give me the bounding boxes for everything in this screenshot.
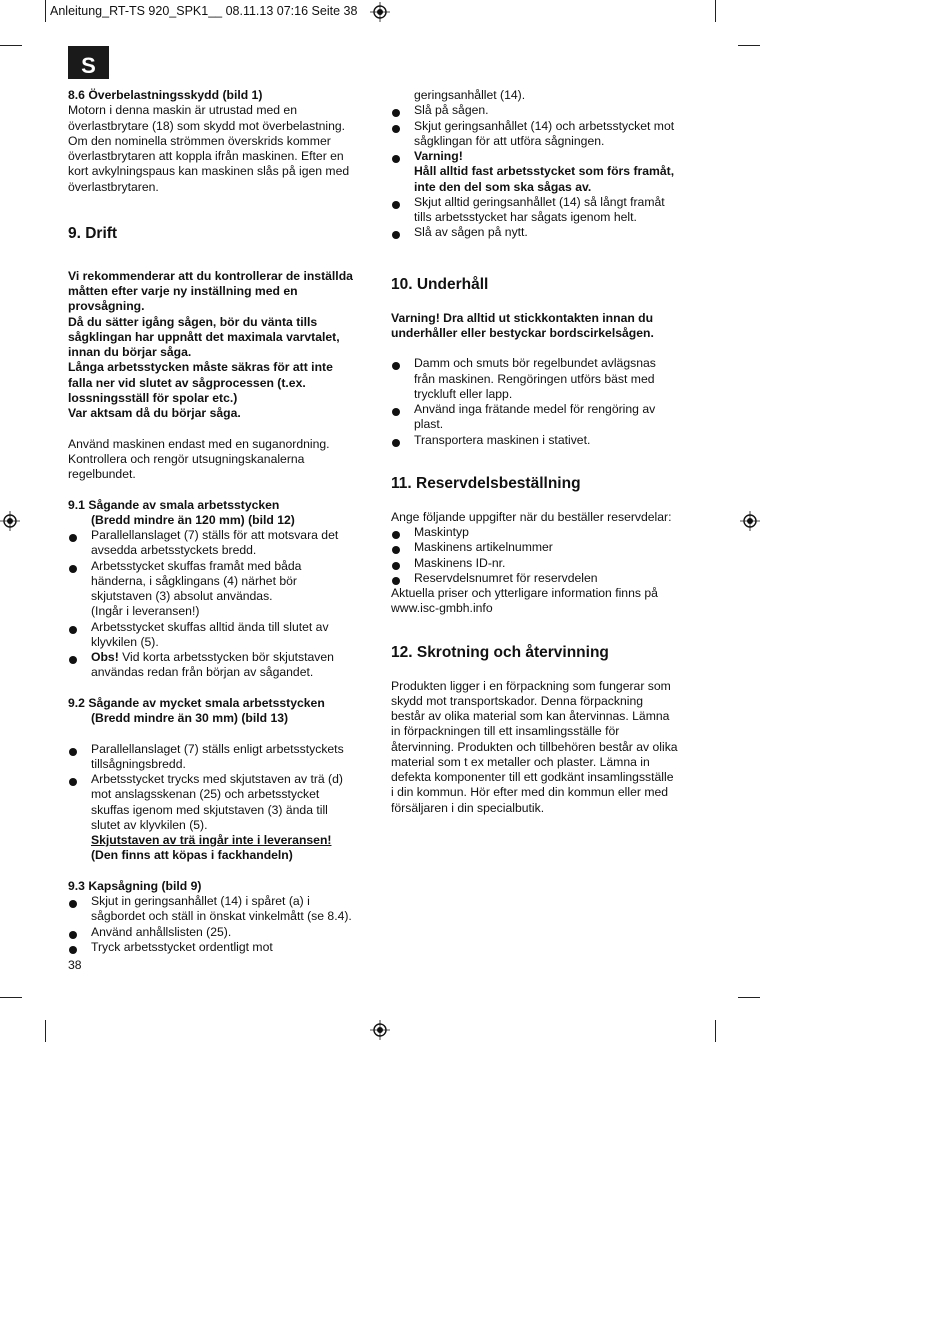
- crop-mark: [738, 45, 760, 46]
- list-item: Skjut alltid geringsanhållet (14) så långt framåt tills arbetsstycket har sågats igenom helt.: [391, 195, 711, 226]
- text-line: överlastbrytaren att koppla ifrån maskinen. Efter en: [68, 149, 344, 163]
- list-item: Obs! Vid korta arbetsstycken bör skjutstaven användas redan från början av sågandet.: [68, 650, 373, 681]
- text-line: sågklingan har uppnått det maximala varvtalet,: [68, 329, 340, 344]
- list-item: Transportera maskinen i stativet.: [391, 433, 711, 448]
- text-line: Var aktsam då du börjar såga.: [68, 406, 241, 420]
- section-11-heading: 11. Reservdelsbeställning: [391, 474, 581, 492]
- list-item: Slå på sågen.: [391, 103, 711, 118]
- text-line: Långa arbetsstycken måste säkras för att inte: [68, 360, 333, 375]
- section-9-heading: 9. Drift: [68, 224, 118, 242]
- list-item: Arbetsstycket skuffas framåt med båda händerna, i sågklingans (4) närhet bör skjutstaven (3) absolut användas. (Ingår i leveransen!): [68, 559, 373, 620]
- right-column: [391, 88, 711, 816]
- registration-mark-icon: [0, 511, 20, 531]
- section-9-2-subtitle: (Bredd mindre än 30 mm) (bild 13): [91, 711, 289, 725]
- text-line: skydd mot transportskador. Denna förpackning: [391, 693, 644, 708]
- registration-mark-icon: [740, 511, 760, 531]
- text-line: i din kommun. Hör efter med din kommun eller med: [391, 785, 669, 800]
- section-8-6-title: 8.6 Överbelastningsskydd (bild 1): [68, 88, 263, 102]
- section-12-heading: 12. Skrotning och återvinning: [391, 643, 609, 661]
- page-number: 38: [68, 958, 82, 972]
- text-line: kort avkylningspaus kan maskinen slås på igen med: [68, 164, 350, 179]
- list-item: Använd anhållslisten (25).: [68, 925, 373, 940]
- list-item: Reservdelsnumret för reservdelen: [391, 571, 711, 586]
- list-item: Arbetsstycket skuffas alltid ända till slutet av klyvkilen (5).: [68, 620, 373, 651]
- text-line: Motorn i denna maskin är utrustad med en: [68, 103, 297, 118]
- registration-mark-icon: [370, 1020, 390, 1040]
- crop-mark: [715, 1020, 716, 1042]
- section-9-3-title: 9.3 Kapsågning (bild 9): [68, 878, 202, 893]
- list-item: Maskinens ID-nr.: [391, 556, 711, 571]
- text-line: återvinning. Produkten och tillbehören består av olika: [391, 739, 678, 754]
- crop-mark: [45, 1020, 46, 1042]
- registration-mark-icon: [370, 2, 390, 22]
- list-item: Skjut geringsanhållet (14) och arbetsstycket mot sågklingan för att utföra sågningen.: [391, 119, 711, 150]
- section-9-2-title: 9.2 Sågande av mycket smala arbetsstycken: [68, 695, 325, 710]
- text-line: innan du börjar såga.: [68, 345, 192, 359]
- left-column: [68, 88, 373, 955]
- language-badge: S: [68, 46, 109, 79]
- text-line: Aktuella priser och ytterligare information finns på: [391, 586, 658, 600]
- crop-mark: [45, 0, 46, 22]
- list-item: Parallellanslaget (7) ställs enligt arbetsstyckets tillsågningsbredd.: [68, 742, 373, 773]
- list-item: Slå av sågen på nytt.: [391, 225, 711, 240]
- list-item: Skjut in geringsanhållet (14) i spåret (a) i sågbordet och ställ in önskat vinkelmått (se 8.4).: [68, 894, 373, 925]
- text-line: Använd maskinen endast med en suganordning.: [68, 436, 330, 451]
- text-line: geringsanhållet (14).: [414, 88, 526, 102]
- section-10-heading: 10. Underhåll: [391, 275, 489, 293]
- text-line: måtten efter varje ny inställning med en: [68, 284, 298, 298]
- text-line: Vi rekommenderar att du kontrollerar de inställda: [68, 268, 353, 283]
- list-item: Arbetsstycket trycks med skjutstaven av trä (d) mot anslagsskenan (25) och arbetsstycket skuffas igenom med skjutstaven (3) ända till slutet av klyvkilen (5). Skjutstaven av trä ingår inte i leveransen! (Den finns att köpas i fackhandeln): [68, 772, 373, 864]
- text-line: försäljaren i din specialbutik.: [391, 800, 545, 815]
- text-line: Kontrollera och rengör utsugningskanalerna: [68, 451, 305, 466]
- text-line: falla ner vid slutet av sågprocessen (t.ex.: [68, 375, 306, 390]
- text-line: överlastbrytare (18) som skydd mot överbelastning.: [68, 118, 346, 133]
- text-line: Om den nominella strömmen överskrids kommer: [68, 133, 331, 148]
- text-line: in förpackningen till ett insamlingsställe för: [391, 724, 620, 739]
- text-line: Varning! Dra alltid ut stickkontakten innan du: [391, 310, 654, 325]
- website-link[interactable]: www.isc-gmbh.info: [391, 601, 493, 616]
- list-item: Använd inga frätande medel för rengöring av plast.: [391, 402, 711, 433]
- section-9-1-subtitle: (Bredd mindre än 120 mm) (bild 12): [91, 512, 295, 527]
- list-item: Damm och smuts bör regelbundet avlägsnas från maskinen. Rengöringen utförs bäst med tryckluft eller lapp.: [391, 356, 711, 402]
- text-line: underhåller eller bestyckar bordscirkelsågen.: [391, 325, 654, 340]
- text-line: lossningsställ för spolar etc.): [68, 390, 238, 405]
- list-item: Tryck arbetsstycket ordentligt mot: [68, 940, 373, 955]
- text-line: provsågning.: [68, 299, 145, 314]
- text-line: Produkten ligger i en förpackning som fungerar som: [391, 678, 671, 693]
- text-line: Ange följande uppgifter när du beställer reservdelar:: [391, 509, 672, 524]
- crop-mark: [0, 997, 22, 998]
- section-9-1-title: 9.1 Sågande av smala arbetsstycken: [68, 497, 280, 512]
- crop-mark: [738, 997, 760, 998]
- text-line: defekta komponenter till ett godkänt insamlingsställe: [391, 770, 674, 784]
- crop-mark: [715, 0, 716, 22]
- list-item: Parallellanslaget (7) ställs för att motsvara det avsedda arbetsstyckets bredd.: [68, 528, 373, 559]
- text-line: består av olika material som kan återvinnas. Lämna: [391, 709, 670, 723]
- warning-item: Varning! Håll alltid fast arbetsstycket som förs framåt, inte den del som ska sågas av.: [391, 149, 711, 195]
- list-item: Maskinens artikelnummer: [391, 540, 711, 555]
- text-line: material som t ex metaller och plaster. Lämna in: [391, 754, 650, 769]
- crop-mark: [0, 45, 22, 46]
- text-line: regelbundet.: [68, 467, 136, 481]
- list-item: Maskintyp: [391, 525, 711, 540]
- text-line: överlastbrytaren.: [68, 179, 159, 194]
- text-line: Då du sätter igång sågen, bör du vänta tills: [68, 314, 318, 329]
- print-header: Anleitung_RT-TS 920_SPK1__ 08.11.13 07:16 Seite 38: [50, 4, 358, 18]
